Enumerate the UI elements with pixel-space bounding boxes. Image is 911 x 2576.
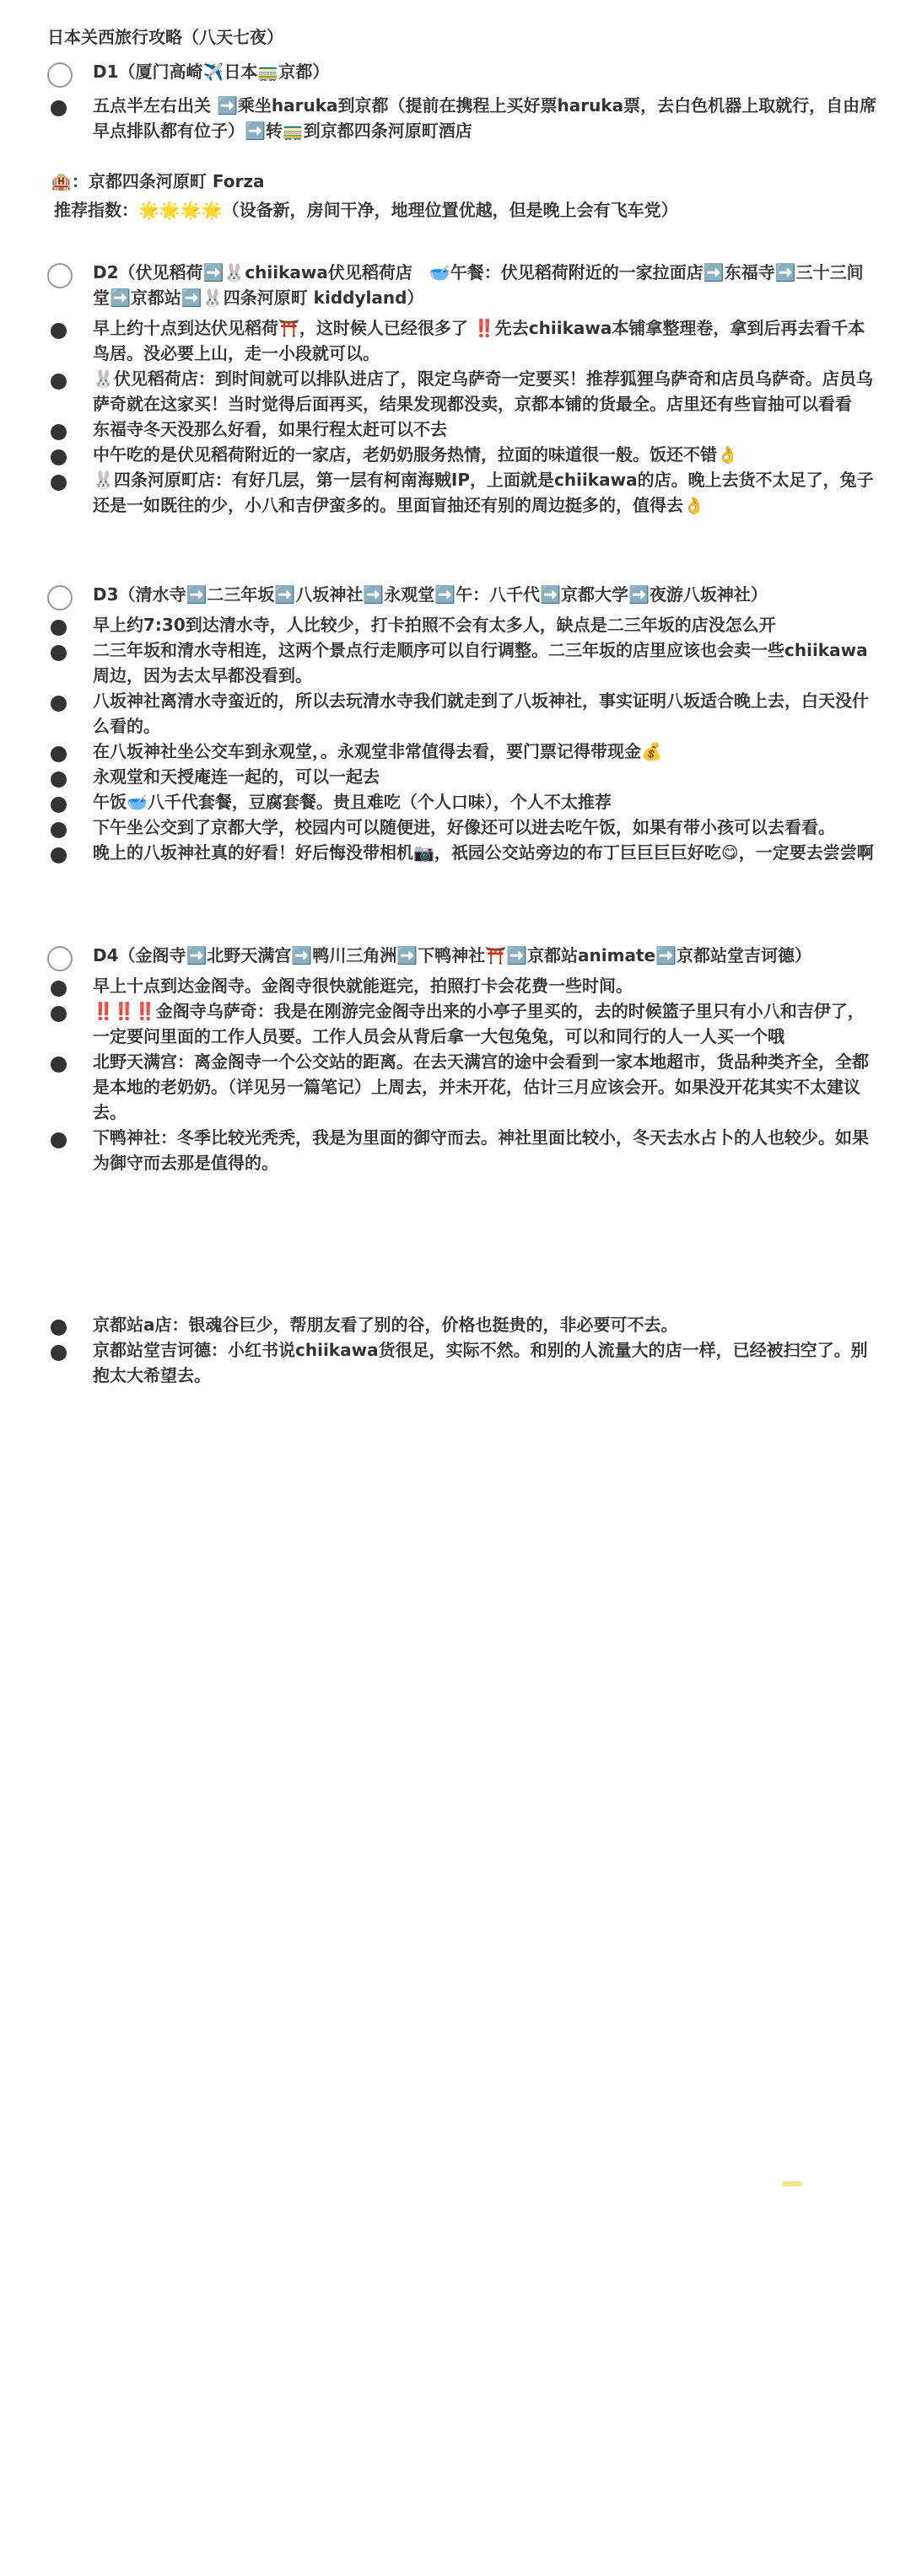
- list-item: [0, 612, 911, 637]
- day1-checkbox[interactable]: [47, 62, 73, 88]
- shops-section: [0, 1312, 911, 1388]
- list-item: [0, 315, 911, 366]
- bullet-icon: [51, 847, 67, 863]
- day2-checkbox[interactable]: [47, 263, 73, 288]
- note-title: 日本关西旅行攻略（八天七夜）: [47, 27, 283, 47]
- bullet-icon: [51, 797, 67, 813]
- bullet-icon: [51, 620, 67, 636]
- day3-section: [0, 582, 911, 865]
- list-item: [0, 1125, 911, 1175]
- day4-bullet-4: 下鸭神社：冬季比较光秃秃，我是为里面的御守而去。神社里面比较小，冬天去水占卜的人也较少。如果为御守而去那是值得的。: [93, 1127, 869, 1173]
- day4-section: [0, 943, 911, 1175]
- bullet-icon: [51, 449, 67, 465]
- hotel-rating: 推荐指数：🌟🌟🌟🌟（设备新，房间干净，地理位置优越，但是晚上会有飞车党）: [54, 200, 678, 220]
- bullet-icon: [51, 772, 67, 788]
- bullet-icon: [51, 981, 67, 997]
- list-item: [0, 688, 911, 739]
- day1-heading: D1（厦门高崎✈️日本🚃京都）: [93, 62, 330, 82]
- list-item: [0, 637, 911, 688]
- bullet-icon: [51, 323, 67, 339]
- bullet-icon: [51, 696, 67, 712]
- day4-heading-row: [0, 943, 911, 968]
- day1-heading-row: [0, 59, 911, 84]
- bullet-icon: [51, 1132, 67, 1148]
- day2-bullet-3: 东福寺冬天没那么好看，如果行程太赶可以不去: [93, 419, 447, 439]
- day2-bullet-1: 早上约十点到达伏见稻荷⛩️，这时候人已经很多了 ‼️先去chiikawa本铺拿整理卷，拿到后再去看千本鸟居。没必要上山，走一小段就可以。: [93, 318, 865, 363]
- list-item: [0, 1312, 911, 1337]
- day3-heading-row: [0, 582, 911, 607]
- day2-bullet-5: 🐰四条河原町店：有好几层，第一层有柯南海贼IP，上面就是chiikawa的店。晚上去货不太足了，兔子还是一如既往的少，小八和吉伊蛮多的。里面盲抽还有别的周边挺多的，值得去👌: [93, 470, 874, 515]
- bullet-icon: [51, 424, 67, 440]
- bullet-icon: [51, 1345, 67, 1361]
- shop-bullet-1: 京都站a店：银魂谷巨少，帮朋友看了别的谷，价格也挺贵的，非必要可不去。: [93, 1315, 678, 1335]
- hotel-name: 🏨：京都四条河原町 Forza: [51, 171, 265, 191]
- day3-bullet-8: 晚上的八坂神社真的好看！好后悔没带相机📷，祇园公交站旁边的布丁巨巨巨巨好吃😋，一定要去尝尝啊: [93, 842, 874, 863]
- list-item: [0, 1049, 911, 1125]
- day3-bullet-6: 午饭🥣八千代套餐，豆腐套餐。贵且难吃（个人口味），个人不太推荐: [93, 792, 612, 812]
- day3-bullet-7: 下午坐公交到了京都大学，校园内可以随便进，好像还可以进去吃午饭，如果有带小孩可以去看看。: [93, 817, 835, 837]
- list-item: [0, 467, 911, 518]
- day3-bullet-4: 在八坂神社坐公交车到永观堂，。永观堂非常值得去看，要门票记得带现金💰: [93, 741, 662, 761]
- bullet-icon: [51, 1320, 67, 1336]
- day4-checkbox[interactable]: [47, 946, 73, 971]
- list-item: [0, 739, 911, 764]
- bullet-icon: [51, 645, 67, 661]
- list-item: [0, 442, 911, 467]
- list-item: [0, 764, 911, 789]
- shop-bullet-2: 京都站堂吉诃德：小红书说chiikawa货很足，实际不然。和别的人流量大的店一样，已经被扫空了。别抱太大希望去。: [93, 1340, 868, 1385]
- day3-checkbox[interactable]: [47, 585, 73, 610]
- day4-bullet-3: 北野天满宫：离金阁寺一个公交站的距离。在去天满宫的途中会看到一家本地超市，货品种类齐全，全都是本地的老奶奶。（详见另一篇笔记）上周去，并未开花，估计三月应该会开。如果没开花其实不太建议去。: [93, 1051, 869, 1122]
- day2-bullet-2: 🐰伏见稻荷店：到时间就可以排队进店了，限定乌萨奇一定要买！推荐狐狸乌萨奇和店员乌萨奇。店员乌萨奇就在这家买！当时觉得后面再买，结果发现都没卖，京都本铺的货最全。店里还有些盲抽可以看看: [93, 368, 873, 414]
- bullet-icon: [51, 475, 67, 491]
- list-item: [0, 789, 911, 815]
- bullet-icon: [51, 374, 67, 390]
- day3-bullet-2: 二三年坂和清水寺相连，这两个景点行走顺序可以自行调整。二三年坂的店里应该也会卖一些chiikawa周边，因为去太早都没看到。: [93, 640, 868, 686]
- day1-section: [0, 59, 911, 143]
- day4-heading: D4（金阁寺➡️北野天满宫➡️鸭川三角洲➡️下鸭神社⛩️➡️京都站animate➡️京都站堂吉诃德）: [93, 945, 811, 965]
- list-item: [0, 998, 911, 1049]
- day4-bullet-2: ‼️‼️‼️金阁寺乌萨奇：我是在刚游完金阁寺出来的小亭子里买的，去的时候篮子里只有小八和吉伊了，一定要问里面的工作人员要。工作人员会从背后拿一大包兔兔，可以和同行的人一人买一个哦: [93, 1001, 865, 1046]
- bullet-icon: [51, 1006, 67, 1022]
- list-item: [0, 840, 911, 865]
- day3-bullet-1: 早上约7:30到达清水寺，人比较少，打卡拍照不会有太多人，缺点是二三年坂的店没怎么开: [93, 615, 776, 635]
- list-item: [0, 815, 911, 840]
- day3-bullet-3: 八坂神社离清水寺蛮近的，所以去玩清水寺我们就走到了八坂神社，事实证明八坂适合晚上去，白天没什么看的。: [93, 691, 869, 736]
- day2-bullet-4: 中午吃的是伏见稻荷附近的一家店，老奶奶服务热情，拉面的味道很一般。饭还不错👌: [93, 444, 738, 465]
- bullet-icon: [51, 100, 67, 116]
- day4-bullet-1: 早上十点到达金阁寺。金阁寺很快就能逛完，拍照打卡会花费一些时间。: [93, 976, 633, 996]
- list-item: [0, 417, 911, 442]
- list-item: [0, 973, 911, 998]
- bullet-icon: [51, 1057, 67, 1073]
- day3-heading: D3（清水寺➡️二三年坂➡️八坂神社➡️永观堂➡️午：八千代➡️京都大学➡️夜游八坂神社）: [93, 584, 768, 605]
- day2-heading-row: [0, 260, 911, 310]
- day3-bullet-5: 永观堂和天授庵连一起的，可以一起去: [93, 766, 380, 787]
- highlight-mark: [782, 2181, 802, 2186]
- list-item: [0, 93, 911, 143]
- day2-heading: D2（伏见稻荷➡️🐰chiikawa伏见稻荷店 🥣午餐：伏见稻荷附近的一家拉面店➡️东福寺➡️三十三间堂➡️京都站➡️🐰四条河原町 kiddyland）: [93, 262, 864, 308]
- day2-section: [0, 260, 911, 518]
- day1-bullet-1: 五点半左右出关 ➡️乘坐haruka到京都（提前在携程上买好票haruka票，去白色机器上取就行，自由席早点排队都有位子）➡️转🚃到京都四条河原町酒店: [93, 95, 877, 141]
- list-item: [0, 366, 911, 417]
- list-item: [0, 1337, 911, 1388]
- bullet-icon: [51, 746, 67, 762]
- bullet-icon: [51, 822, 67, 838]
